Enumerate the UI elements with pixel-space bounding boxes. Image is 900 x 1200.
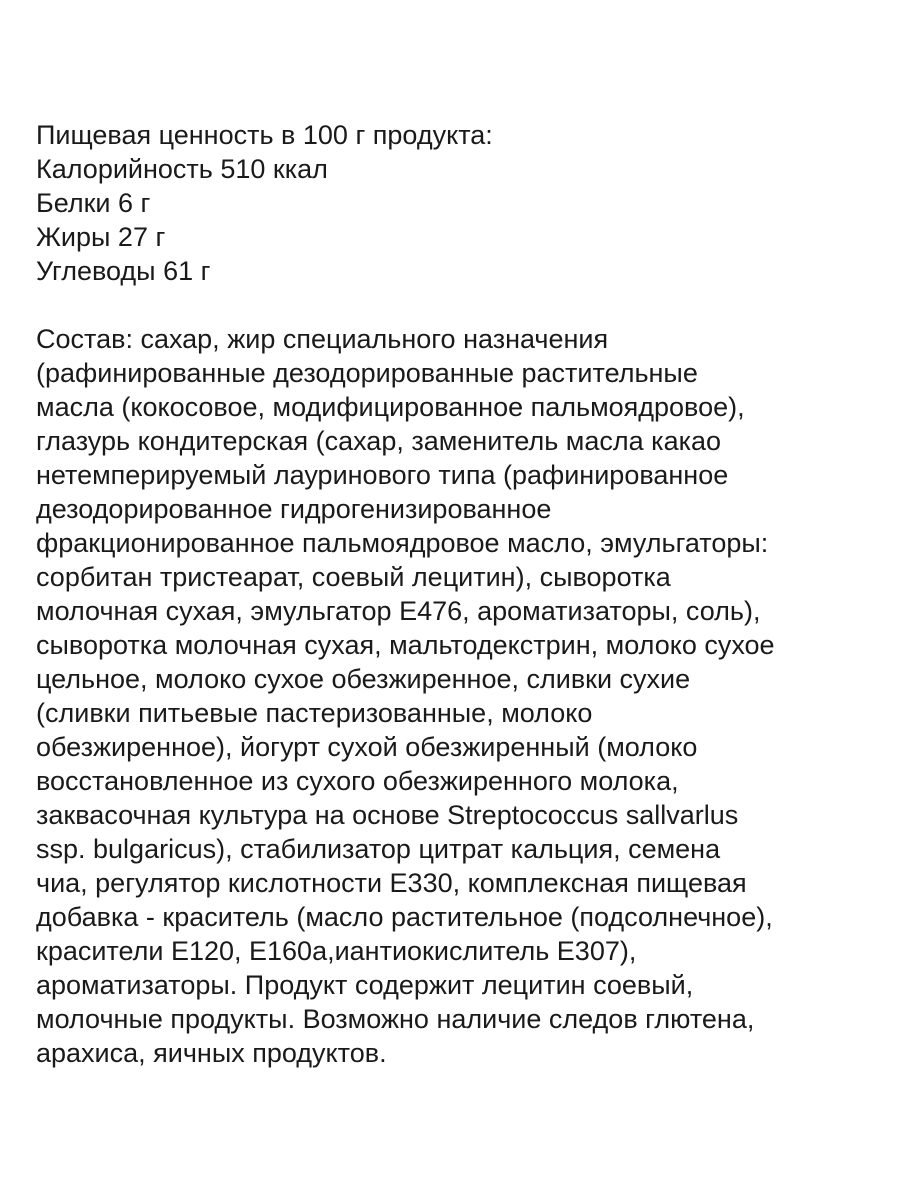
composition-line: (сливки питьевые пастеризованные, молоко bbox=[36, 698, 593, 728]
composition-line: красители Е120, Е160а,иантиокислитель Е307), bbox=[36, 936, 637, 966]
composition-line: добавка - краситель (масло растительное (подсолнечное), bbox=[36, 902, 773, 932]
nutrition-block bbox=[36, 118, 866, 288]
composition-line: восстановленное из сухого обезжиренного молока, bbox=[36, 766, 679, 796]
composition-line: дезодорированное гидрогенизированное bbox=[36, 494, 552, 524]
composition-line: фракционированное пальмоядровое масло, эмульгаторы: bbox=[36, 528, 769, 558]
nutrition-heading: Пищевая ценность в 100 г продукта: bbox=[36, 120, 493, 150]
composition-line: ssp. bulgaricus), стабилизатор цитрат кальция, семена bbox=[36, 834, 721, 864]
composition-line: цельное, молоко сухое обезжиренное, сливки сухие bbox=[36, 664, 691, 694]
product-label bbox=[36, 118, 866, 1070]
composition-text bbox=[36, 322, 866, 1070]
composition-line: сыворотка молочная сухая, мальтодекстрин, молоко сухое bbox=[36, 630, 775, 660]
composition-line: чиа, регулятор кислотности Е330, комплексная пищевая bbox=[36, 868, 747, 898]
section-spacer bbox=[36, 288, 866, 322]
composition-line: молочные продукты. Возможно наличие следов глютена, bbox=[36, 1004, 755, 1034]
composition-line: молочная сухая, эмульгатор Е476, ароматизаторы, соль), bbox=[36, 596, 761, 626]
composition-line: Состав: сахар, жир специального назначения bbox=[36, 324, 609, 354]
composition-line: арахиса, яичных продуктов. bbox=[36, 1038, 387, 1068]
composition-line: глазурь кондитерская (сахар, заменитель масла какао bbox=[36, 426, 722, 456]
composition-line: обезжиренное), йогурт сухой обезжиренный (молоко bbox=[36, 732, 698, 762]
carbs-line: Углеводы 61 г bbox=[36, 256, 211, 286]
composition-line: нетемперируемый лауринового типа (рафинированное bbox=[36, 460, 729, 490]
composition-line: масла (кокосовое, модифицированное пальмоядровое), bbox=[36, 392, 745, 422]
composition-line: заквасочная культура на основе Streptococcus sallvarlus bbox=[36, 800, 739, 830]
composition-line: (рафинированные дезодорированные растительные bbox=[36, 358, 698, 388]
fat-line: Жиры 27 г bbox=[36, 222, 166, 252]
calories-line: Калорийность 510 ккал bbox=[36, 154, 328, 184]
composition-line: сорбитан тристеарат, соевый лецитин), сыворотка bbox=[36, 562, 671, 592]
composition-line: ароматизаторы. Продукт содержит лецитин соевый, bbox=[36, 970, 694, 1000]
protein-line: Белки 6 г bbox=[36, 188, 151, 218]
